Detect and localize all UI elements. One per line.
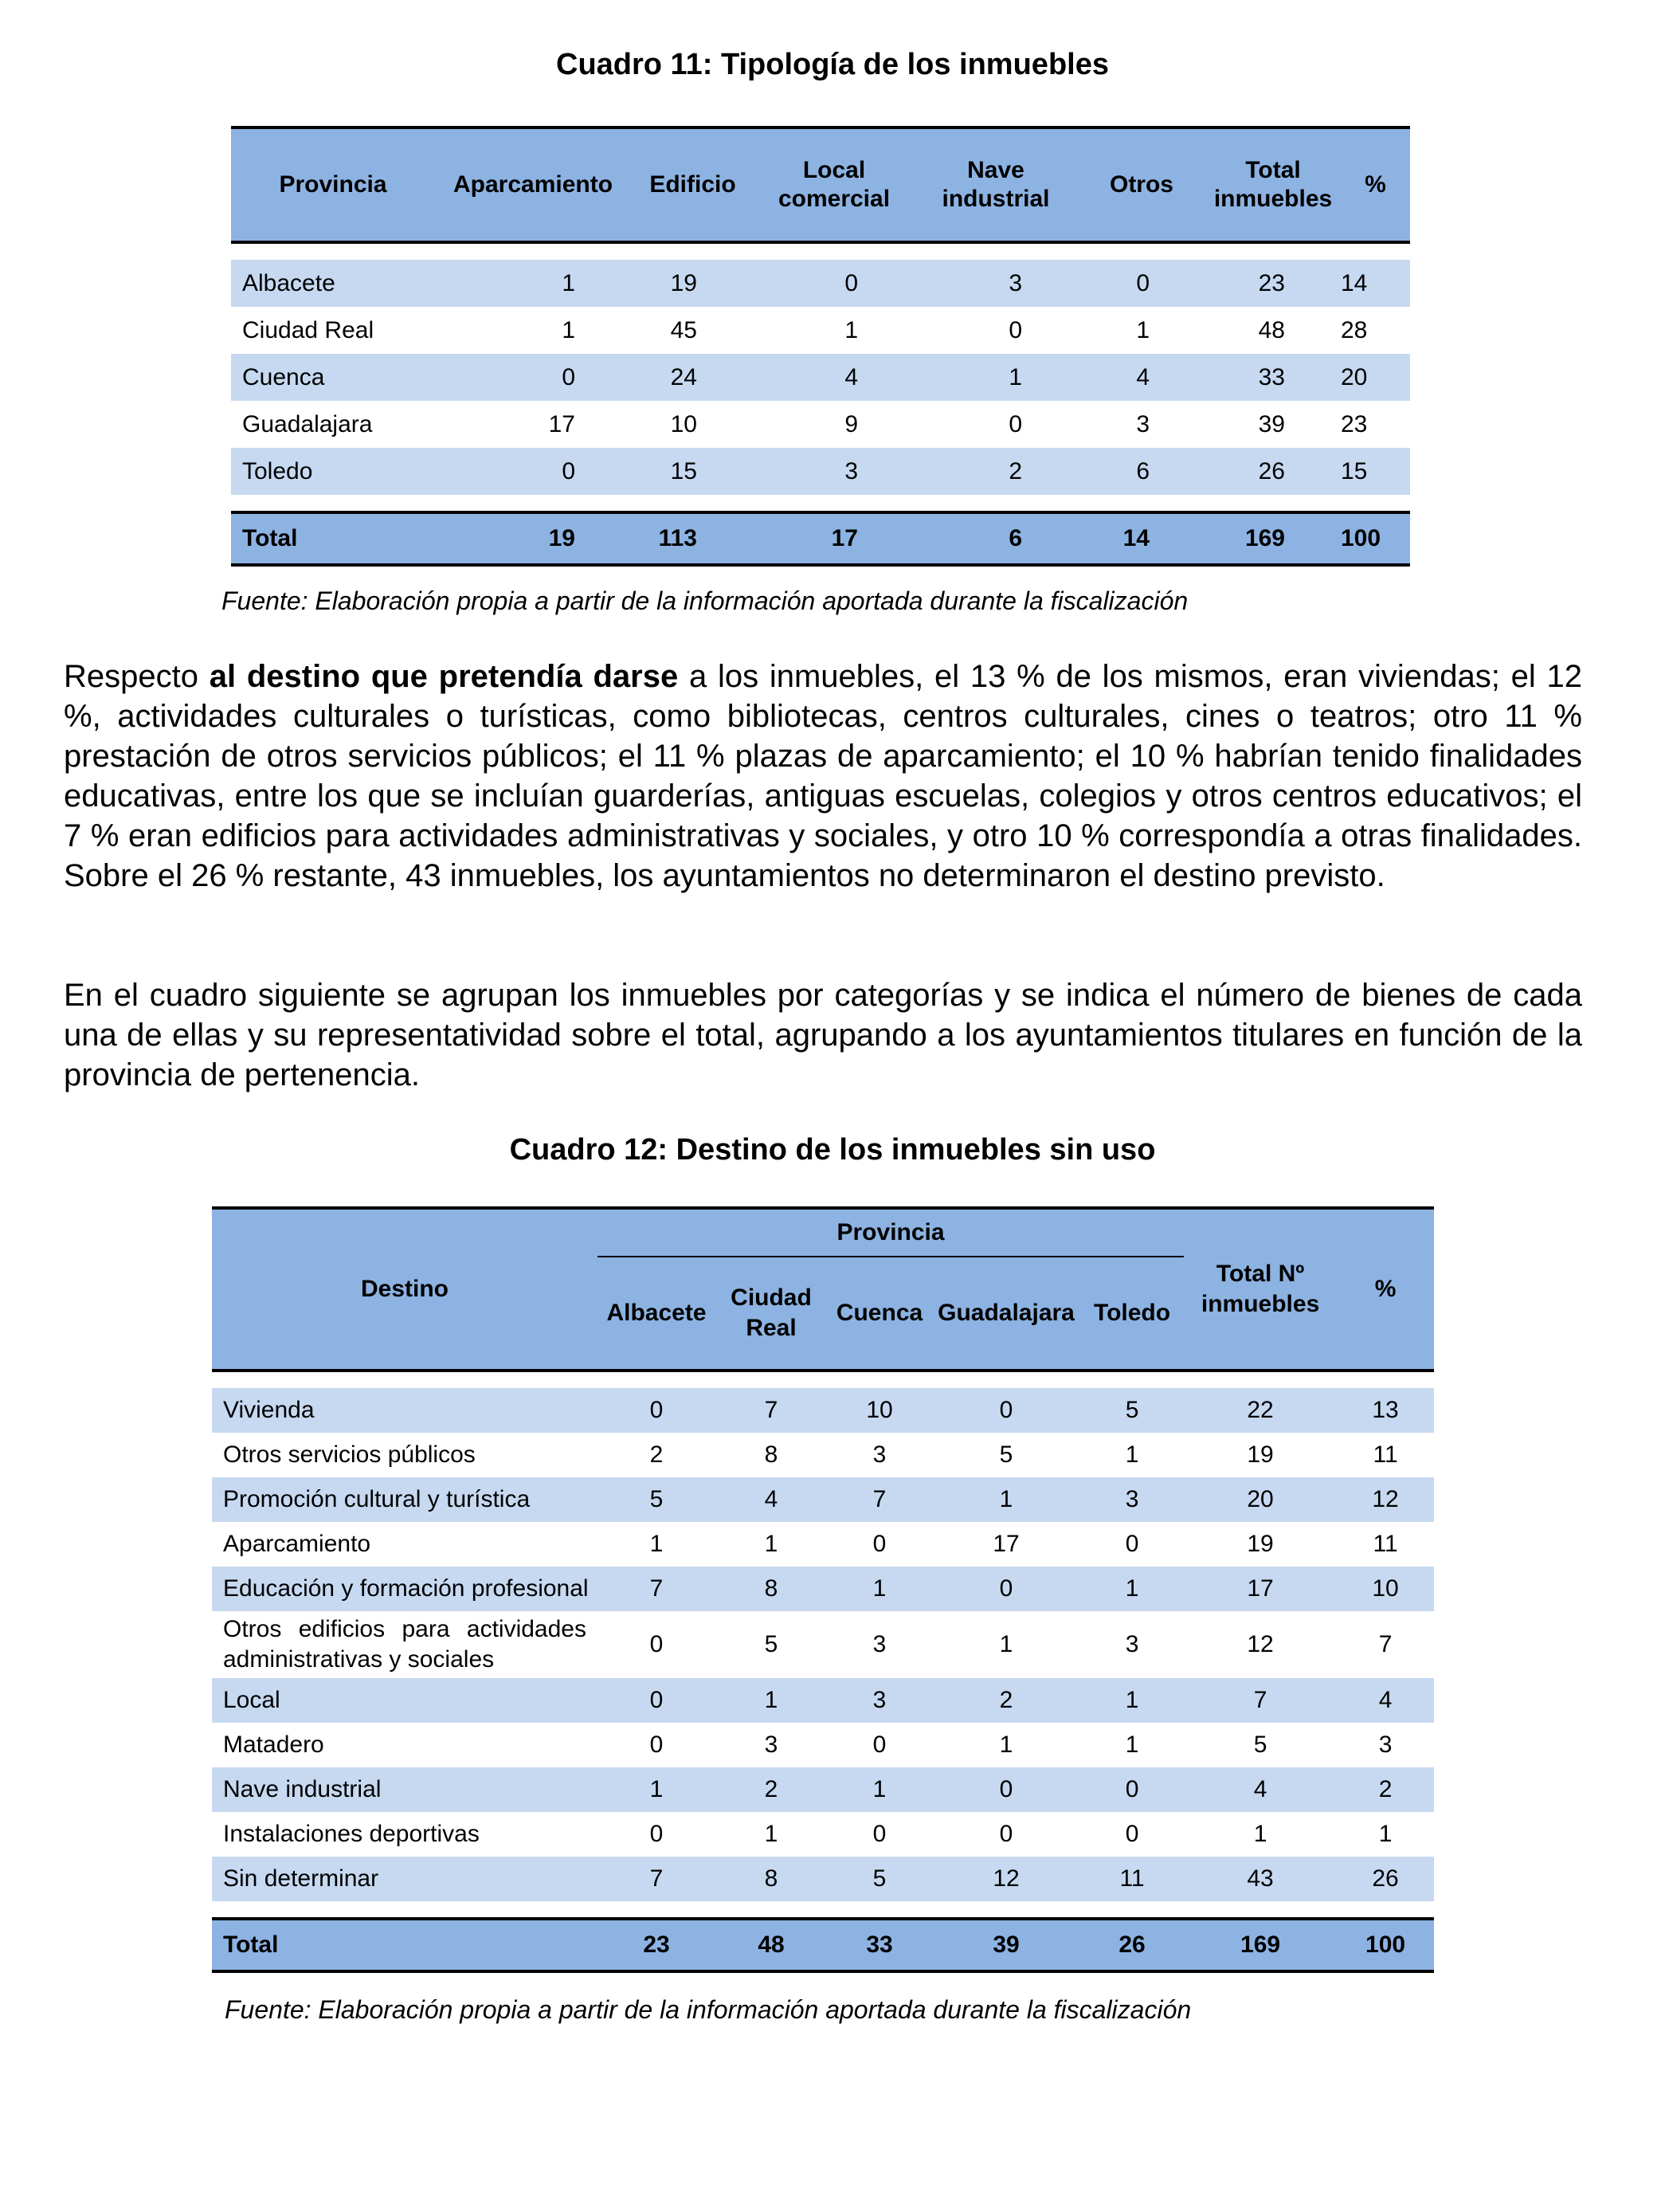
table-cell: 0 [597,1723,715,1767]
table-cell: 4 [1337,1678,1434,1723]
table-cell: 5 [1184,1723,1337,1767]
table-cell: 0 [597,1611,715,1678]
table-cell: 11 [1337,1433,1434,1477]
paragraph-destino [64,657,1582,896]
table-cell: 1 [1184,1812,1337,1857]
table-cell: 2 [597,1433,715,1477]
table-cell: 1 [1080,1567,1184,1611]
table-cell: 11 [1337,1522,1434,1567]
table-cell: 4 [1184,1767,1337,1812]
table-cell: 0 [1078,260,1205,307]
row-label: Educación y formación profesional [212,1567,597,1611]
paragraph-agrupacion: En el cuadro siguiente se agrupan los inmuebles por categorías y se indica el número de bienes de cada una de ellas y su representatividad sobre el total, agrupando a los ayuntamientos titulares en función de la provincia de pertenencia. [64,978,1582,1092]
row-label: Instalaciones deportivas [212,1812,597,1857]
table-cell: 5 [827,1857,932,1901]
total-cell: 26 [1080,1919,1184,1971]
col-header: Edificio [631,127,754,242]
table-cell: 7 [715,1388,827,1433]
table-cell: 0 [827,1723,932,1767]
row-label: Toledo [231,448,435,495]
total-cell: 14 [1078,512,1205,565]
table-cell: 5 [715,1611,827,1678]
table-cell: 22 [1184,1388,1337,1433]
table-cell: 3 [1337,1723,1434,1767]
col-header-albacete: Albacete [597,1257,715,1371]
row-label: Albacete [231,260,435,307]
table-cell: 2 [932,1678,1080,1723]
col-header: % [1341,127,1410,242]
table-row [231,401,1410,448]
table-cell: 0 [1080,1812,1184,1857]
table-cell: 23 [1205,260,1341,307]
table-cell: 7 [597,1567,715,1611]
table-cell: 0 [932,1388,1080,1433]
table-cell: 0 [932,1767,1080,1812]
table-cell: 23 [1341,401,1410,448]
total-row [231,512,1410,565]
total-cell: 17 [754,512,914,565]
table-cell: 3 [754,448,914,495]
table-cell: 3 [1080,1611,1184,1678]
row-label: Nave industrial [212,1767,597,1812]
table-cell: 1 [715,1522,827,1567]
table-cell: 17 [1184,1567,1337,1611]
table-cell: 14 [1341,260,1410,307]
table-cell: 13 [1337,1388,1434,1433]
col-header-cuenca: Cuenca [827,1257,932,1371]
table-row [212,1567,1434,1611]
table-cell: 0 [914,307,1078,354]
table2-header-row [212,1208,1434,1257]
table-cell: 39 [1205,401,1341,448]
table-cell: 0 [932,1812,1080,1857]
total-label: Total [231,512,435,565]
table-cell: 1 [1080,1723,1184,1767]
table-cell: 15 [1341,448,1410,495]
table-cell: 1 [1080,1678,1184,1723]
table-cell: 8 [715,1567,827,1611]
table-cell: 3 [827,1611,932,1678]
total-row [212,1919,1434,1971]
table-cell: 0 [597,1678,715,1723]
table-cell: 17 [435,401,631,448]
table-cell: 3 [827,1433,932,1477]
total-cell: 33 [827,1919,932,1971]
table-cell: 3 [827,1678,932,1723]
table-cell: 5 [932,1433,1080,1477]
table-tipologia [231,126,1410,567]
table-row [212,1477,1434,1522]
row-label: Guadalajara [231,401,435,448]
total-cell: 169 [1205,512,1341,565]
table-cell: 3 [914,260,1078,307]
row-label: Promoción cultural y turística [212,1477,597,1522]
total-cell: 39 [932,1919,1080,1971]
row-label: Matadero [212,1723,597,1767]
table-row [212,1522,1434,1567]
table-cell: 1 [932,1723,1080,1767]
table-cell: 1 [914,354,1078,401]
table-cell: 0 [1080,1522,1184,1567]
table-row [231,354,1410,401]
col-header-total: Total Nº inmuebles [1184,1208,1337,1371]
row-label: Ciudad Real [231,307,435,354]
col-header: Provincia [231,127,435,242]
table-cell: 1 [597,1767,715,1812]
paragraph-lead: Respecto [64,659,210,694]
table-cell: 12 [1184,1611,1337,1678]
table-cell: 15 [631,448,754,495]
table-cell: 3 [1080,1477,1184,1522]
table2-source: Fuente: Elaboración propia a partir de la información aportada durante la fiscalización [225,1995,1192,2024]
paragraph-bold: al destino que pretendía darse [209,659,679,694]
table-cell: 12 [932,1857,1080,1901]
table-cell: 26 [1337,1857,1434,1901]
table-cell: 10 [631,401,754,448]
table-cell: 19 [631,260,754,307]
table-cell: 9 [754,401,914,448]
total-cell: 100 [1341,512,1410,565]
table-cell: 24 [631,354,754,401]
table-cell: 0 [754,260,914,307]
table-cell: 1 [435,307,631,354]
table-cell: 1 [827,1767,932,1812]
total-cell: 100 [1337,1919,1434,1971]
table2-title: Cuadro 12: Destino de los inmuebles sin uso [509,1133,1156,1167]
table-cell: 12 [1337,1477,1434,1522]
table-row [212,1611,1434,1678]
table-cell: 20 [1341,354,1410,401]
total-cell: 23 [597,1919,715,1971]
table-cell: 19 [1184,1433,1337,1477]
total-cell: 113 [631,512,754,565]
table-cell: 33 [1205,354,1341,401]
col-header-pct: % [1337,1208,1434,1371]
table-cell: 26 [1205,448,1341,495]
col-header-guadalajara: Guadalajara [932,1257,1080,1371]
col-header: Otros [1078,127,1205,242]
row-label: Vivienda [212,1388,597,1433]
table-cell: 45 [631,307,754,354]
table-cell: 7 [1184,1678,1337,1723]
table-row [212,1678,1434,1723]
table-cell: 4 [1078,354,1205,401]
table-row [212,1812,1434,1857]
table-row [212,1433,1434,1477]
table-cell: 2 [715,1767,827,1812]
table-cell: 28 [1341,307,1410,354]
table-cell: 0 [827,1522,932,1567]
table-row [212,1857,1434,1901]
col-header: Local comercial [754,127,914,242]
row-label: Aparcamiento [212,1522,597,1567]
row-label: Otros servicios públicos [212,1433,597,1477]
table-cell: 17 [932,1522,1080,1567]
table-cell: 1 [932,1611,1080,1678]
table-destino [212,1206,1434,1973]
table-cell: 0 [435,448,631,495]
table-cell: 1 [827,1567,932,1611]
table-cell: 1 [1078,307,1205,354]
table-cell: 1 [597,1522,715,1567]
table-cell: 0 [435,354,631,401]
total-cell: 169 [1184,1919,1337,1971]
col-header-destino: Destino [212,1208,597,1371]
table-cell: 2 [1337,1767,1434,1812]
total-cell: 48 [715,1919,827,1971]
col-header-toledo: Toledo [1080,1257,1184,1371]
table-cell: 3 [1078,401,1205,448]
table1-source: Fuente: Elaboración propia a partir de la información aportada durante la fiscalización [221,586,1189,615]
table-cell: 0 [1080,1767,1184,1812]
total-cell: 6 [914,512,1078,565]
table-row [212,1388,1434,1433]
table1-title: Cuadro 11: Tipología de los inmuebles [556,48,1109,81]
table-cell: 6 [1078,448,1205,495]
total-label: Total [212,1919,597,1971]
row-label: Local [212,1678,597,1723]
table-cell: 0 [597,1812,715,1857]
table-cell: 1 [715,1812,827,1857]
table-cell: 7 [597,1857,715,1901]
table-cell: 4 [754,354,914,401]
col-header-ciudad-real: Ciudad Real [715,1257,827,1371]
table-cell: 43 [1184,1857,1337,1901]
table-row [231,260,1410,307]
table-row [231,307,1410,354]
table-cell: 0 [914,401,1078,448]
table-cell: 20 [1184,1477,1337,1522]
total-cell: 19 [435,512,631,565]
col-header: Aparcamiento [435,127,631,242]
table-cell: 3 [715,1723,827,1767]
table-cell: 4 [715,1477,827,1522]
row-label: Sin determinar [212,1857,597,1901]
table-cell: 19 [1184,1522,1337,1567]
table-cell: 1 [715,1678,827,1723]
table-cell: 10 [827,1388,932,1433]
table-row [231,448,1410,495]
row-label: Otros edificios para actividades administrativas y sociales [212,1611,597,1678]
table-cell: 1 [932,1477,1080,1522]
table-row [212,1723,1434,1767]
table-cell: 0 [932,1567,1080,1611]
table-cell: 0 [827,1812,932,1857]
table-cell: 7 [827,1477,932,1522]
row-label: Cuenca [231,354,435,401]
col-header: Total inmuebles [1205,127,1341,242]
table-cell: 48 [1205,307,1341,354]
col-header-provincia: Provincia [597,1208,1184,1257]
table-cell: 2 [914,448,1078,495]
table-cell: 1 [1337,1812,1434,1857]
table-cell: 5 [1080,1388,1184,1433]
table1-header-row [231,127,1410,242]
col-header: Nave industrial [914,127,1078,242]
table-cell: 11 [1080,1857,1184,1901]
table-cell: 5 [597,1477,715,1522]
table-cell: 7 [1337,1611,1434,1678]
table-cell: 1 [754,307,914,354]
table-cell: 1 [1080,1433,1184,1477]
table-cell: 0 [597,1388,715,1433]
table-cell: 8 [715,1857,827,1901]
paragraph-rest: a los inmuebles, el 13 % de los mismos, eran viviendas; el 12 %, actividades culturales o turísticas, como bibliotecas, centros culturales, cines o teatros; otro 11 % prestación de otros servicios públicos; el 11 % plazas de aparcamiento; el 10 % habrían tenido finalidades educativas, entre los que se incluían guarderías, antiguas escuelas, colegios y otros centros educativos; el 7 % eran edificios para actividades administrativas y sociales, y otro 10 % correspondía a otras finalidades. Sobre el 26 % restante, 43 inmuebles, los ayuntamientos no determinaron el destino previsto. [64,659,1582,893]
table-cell: 1 [435,260,631,307]
table-row [212,1767,1434,1812]
table-cell: 8 [715,1433,827,1477]
table-cell: 10 [1337,1567,1434,1611]
